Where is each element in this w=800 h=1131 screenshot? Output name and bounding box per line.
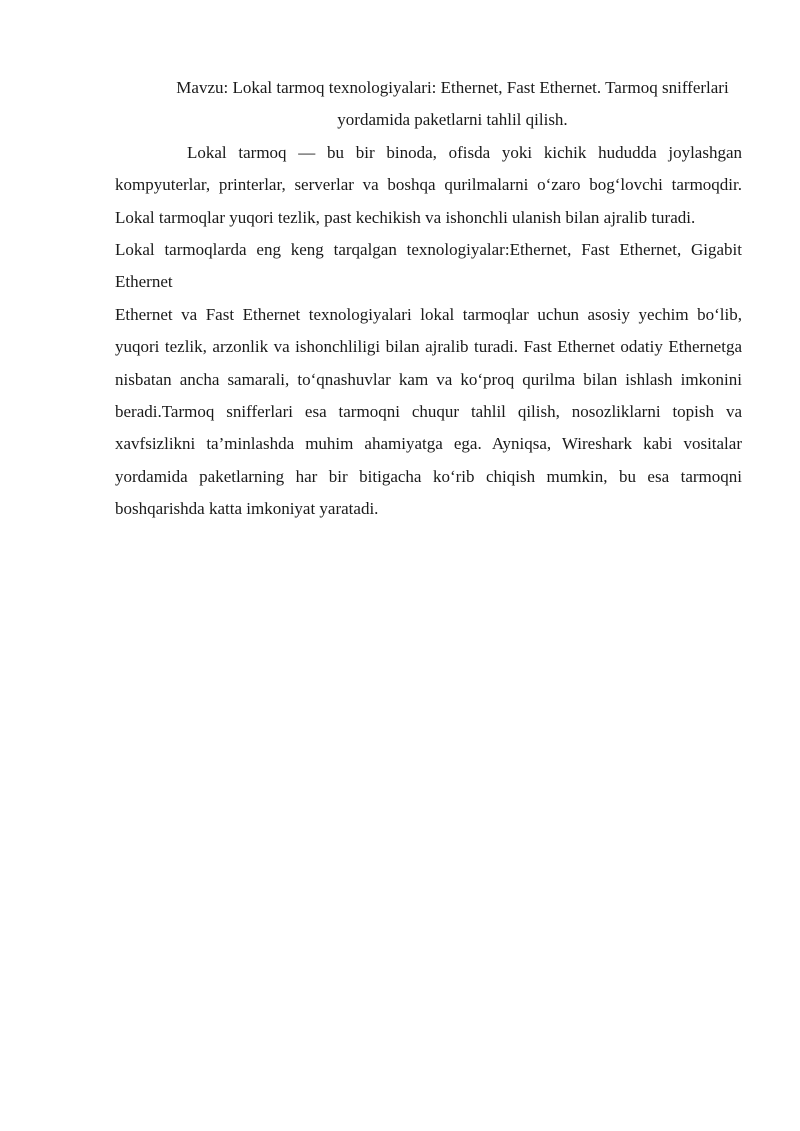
paragraph-intro: Lokal tarmoq — bu bir binoda, ofisda yoki kichik hududda joylashgan kompyuterlar, printerlar, serverlar va boshqa qurilmalarni o‘zaro bog‘lovchi tarmoqdir. Lokal tarmoqlar yuqori tezlik, past kechikish va ishonchli ulanish bilan ajralib turadi.: [115, 142, 742, 227]
paragraph-conclusion: Ethernet va Fast Ethernet texnologiyalari lokal tarmoqlar uchun asosiy yechim bo‘lib, yuqori tezlik, arzonlik va ishonchliligi bilan ajralib turadi. Fast Ethernet odatiy Ethernetga nisbatan ancha samarali, to‘qnashuvlar kam va ko‘proq qurilma bilan ishlash imkonini beradi.Tarmoq snifferlari esa tarmoqni chuqur tahlil qilish, nosozliklarni topish va xavfsizlikni ta’minlashda muhim ahamiyatga ega. Ayniqsa, Wireshark kabi vositalar yordamida paketlarning har bir bitigacha ko‘rib chiqish mumkin, bu esa tarmoqni boshqarishda katta imkoniyat yaratadi.: [115, 304, 742, 519]
document-title: Mavzu: Lokal tarmoq texnologiyalari: Ethernet, Fast Ethernet. Tarmoq snifferlari yordamida paketlarni tahlil qilish.: [176, 78, 729, 130]
document-body: [115, 72, 742, 526]
paragraph-technologies: Lokal tarmoqlarda eng keng tarqalgan texnologiyalar:Ethernet, Fast Ethernet, Gigabit Ethernet: [115, 240, 742, 292]
